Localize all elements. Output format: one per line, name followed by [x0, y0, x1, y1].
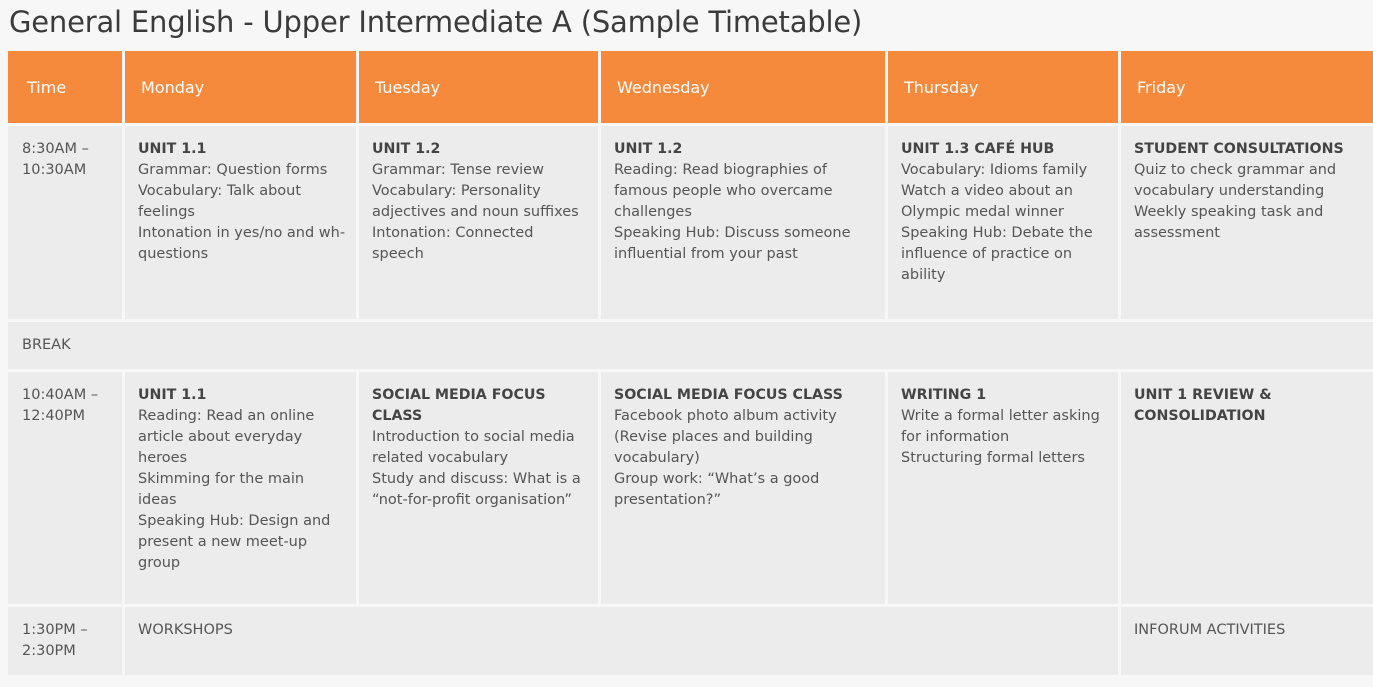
lesson-line: Introduction to social media related vocabulary [372, 429, 575, 466]
lesson-line: Reading: Read biographies of famous people who overcame challenges [614, 162, 833, 220]
header-tuesday: Tuesday [359, 51, 598, 123]
inforum-activities-cell: INFORUM ACTIVITIES [1121, 607, 1373, 675]
header-wednesday: Wednesday [601, 51, 885, 123]
time-start: 1:30PM – [22, 622, 88, 638]
time-cell [8, 372, 122, 604]
lesson-line: Vocabulary: Personality adjectives and noun suffixes [372, 183, 579, 220]
table-row [8, 607, 1373, 675]
header-friday: Friday [1121, 51, 1373, 123]
lesson-line: Skimming for the main ideas [138, 471, 305, 508]
lesson-line: Intonation in yes/no and wh- questions [138, 225, 346, 262]
unit-title: UNIT 1.1 [138, 387, 207, 403]
page-title: General English - Upper Intermediate A (Sample Timetable) [9, 5, 863, 39]
lesson-line: Weekly speaking task and assessment [1134, 204, 1324, 241]
time-start: 8:30AM – [22, 141, 89, 157]
lesson-line: Watch a video about an Olympic medal winner [901, 183, 1073, 220]
time-end: 2:30PM [22, 643, 76, 659]
header-monday: Monday [125, 51, 356, 123]
lesson-line: Quiz to check grammar and vocabulary understanding [1134, 162, 1337, 199]
lesson-cell-wednesday [601, 126, 885, 319]
lesson-cell-monday [125, 126, 356, 319]
time-end: 12:40PM [22, 408, 86, 424]
header-time: Time [8, 51, 122, 123]
unit-title: UNIT 1.2 [372, 141, 441, 157]
lesson-line: Structuring formal letters [901, 450, 1085, 466]
lesson-cell-tuesday [359, 126, 598, 319]
lesson-cell-friday [1121, 126, 1373, 319]
unit-title: UNIT 1.3 CAFÉ HUB [901, 141, 1055, 157]
lesson-line: Study and discuss: What is a “not-for-profit organisation” [372, 471, 581, 508]
lesson-line: Vocabulary: Talk about feelings [138, 183, 302, 220]
lesson-line: Reading: Read an online article about everyday heroes [138, 408, 315, 466]
lesson-line: Grammar: Tense review [372, 162, 544, 178]
lesson-cell-tuesday [359, 372, 598, 604]
break-cell: BREAK [8, 322, 1373, 369]
lesson-cell-friday [1121, 372, 1373, 604]
lesson-cell-wednesday [601, 372, 885, 604]
lesson-line: Speaking Hub: Debate the influence of practice on ability [901, 225, 1093, 283]
unit-title: UNIT 1 REVIEW & CONSOLIDATION [1134, 387, 1272, 424]
unit-title: STUDENT CONSULTATIONS [1134, 141, 1344, 157]
lesson-line: Grammar: Question forms [138, 162, 328, 178]
lesson-cell-thursday [888, 126, 1118, 319]
unit-title: UNIT 1.2 [614, 141, 683, 157]
lesson-line: Facebook photo album activity (Revise places and building vocabulary) [614, 408, 837, 466]
unit-title: SOCIAL MEDIA FOCUS CLASS [372, 387, 546, 424]
unit-title: UNIT 1.1 [138, 141, 207, 157]
unit-title: WRITING 1 [901, 387, 987, 403]
timetable [5, 48, 1373, 678]
lesson-line: Write a formal letter asking for information [901, 408, 1100, 445]
lesson-line: Intonation: Connected speech [372, 225, 534, 262]
lesson-line: Vocabulary: Idioms family [901, 162, 1088, 178]
header-thursday: Thursday [888, 51, 1118, 123]
time-cell [8, 126, 122, 319]
lesson-cell-thursday [888, 372, 1118, 604]
time-end: 10:30AM [22, 162, 87, 178]
table-row [8, 372, 1373, 604]
lesson-line: Speaking Hub: Design and present a new meet-up group [138, 513, 331, 571]
header-row [8, 51, 1373, 123]
lesson-cell-monday [125, 372, 356, 604]
lesson-line: Speaking Hub: Discuss someone influential from your past [614, 225, 851, 262]
time-cell [8, 607, 122, 675]
break-row [8, 322, 1373, 369]
workshops-cell: WORKSHOPS [125, 607, 1118, 675]
table-row [8, 126, 1373, 319]
unit-title: SOCIAL MEDIA FOCUS CLASS [614, 387, 843, 403]
lesson-line: Group work: “What’s a good presentation?” [614, 471, 820, 508]
time-start: 10:40AM – [22, 387, 99, 403]
